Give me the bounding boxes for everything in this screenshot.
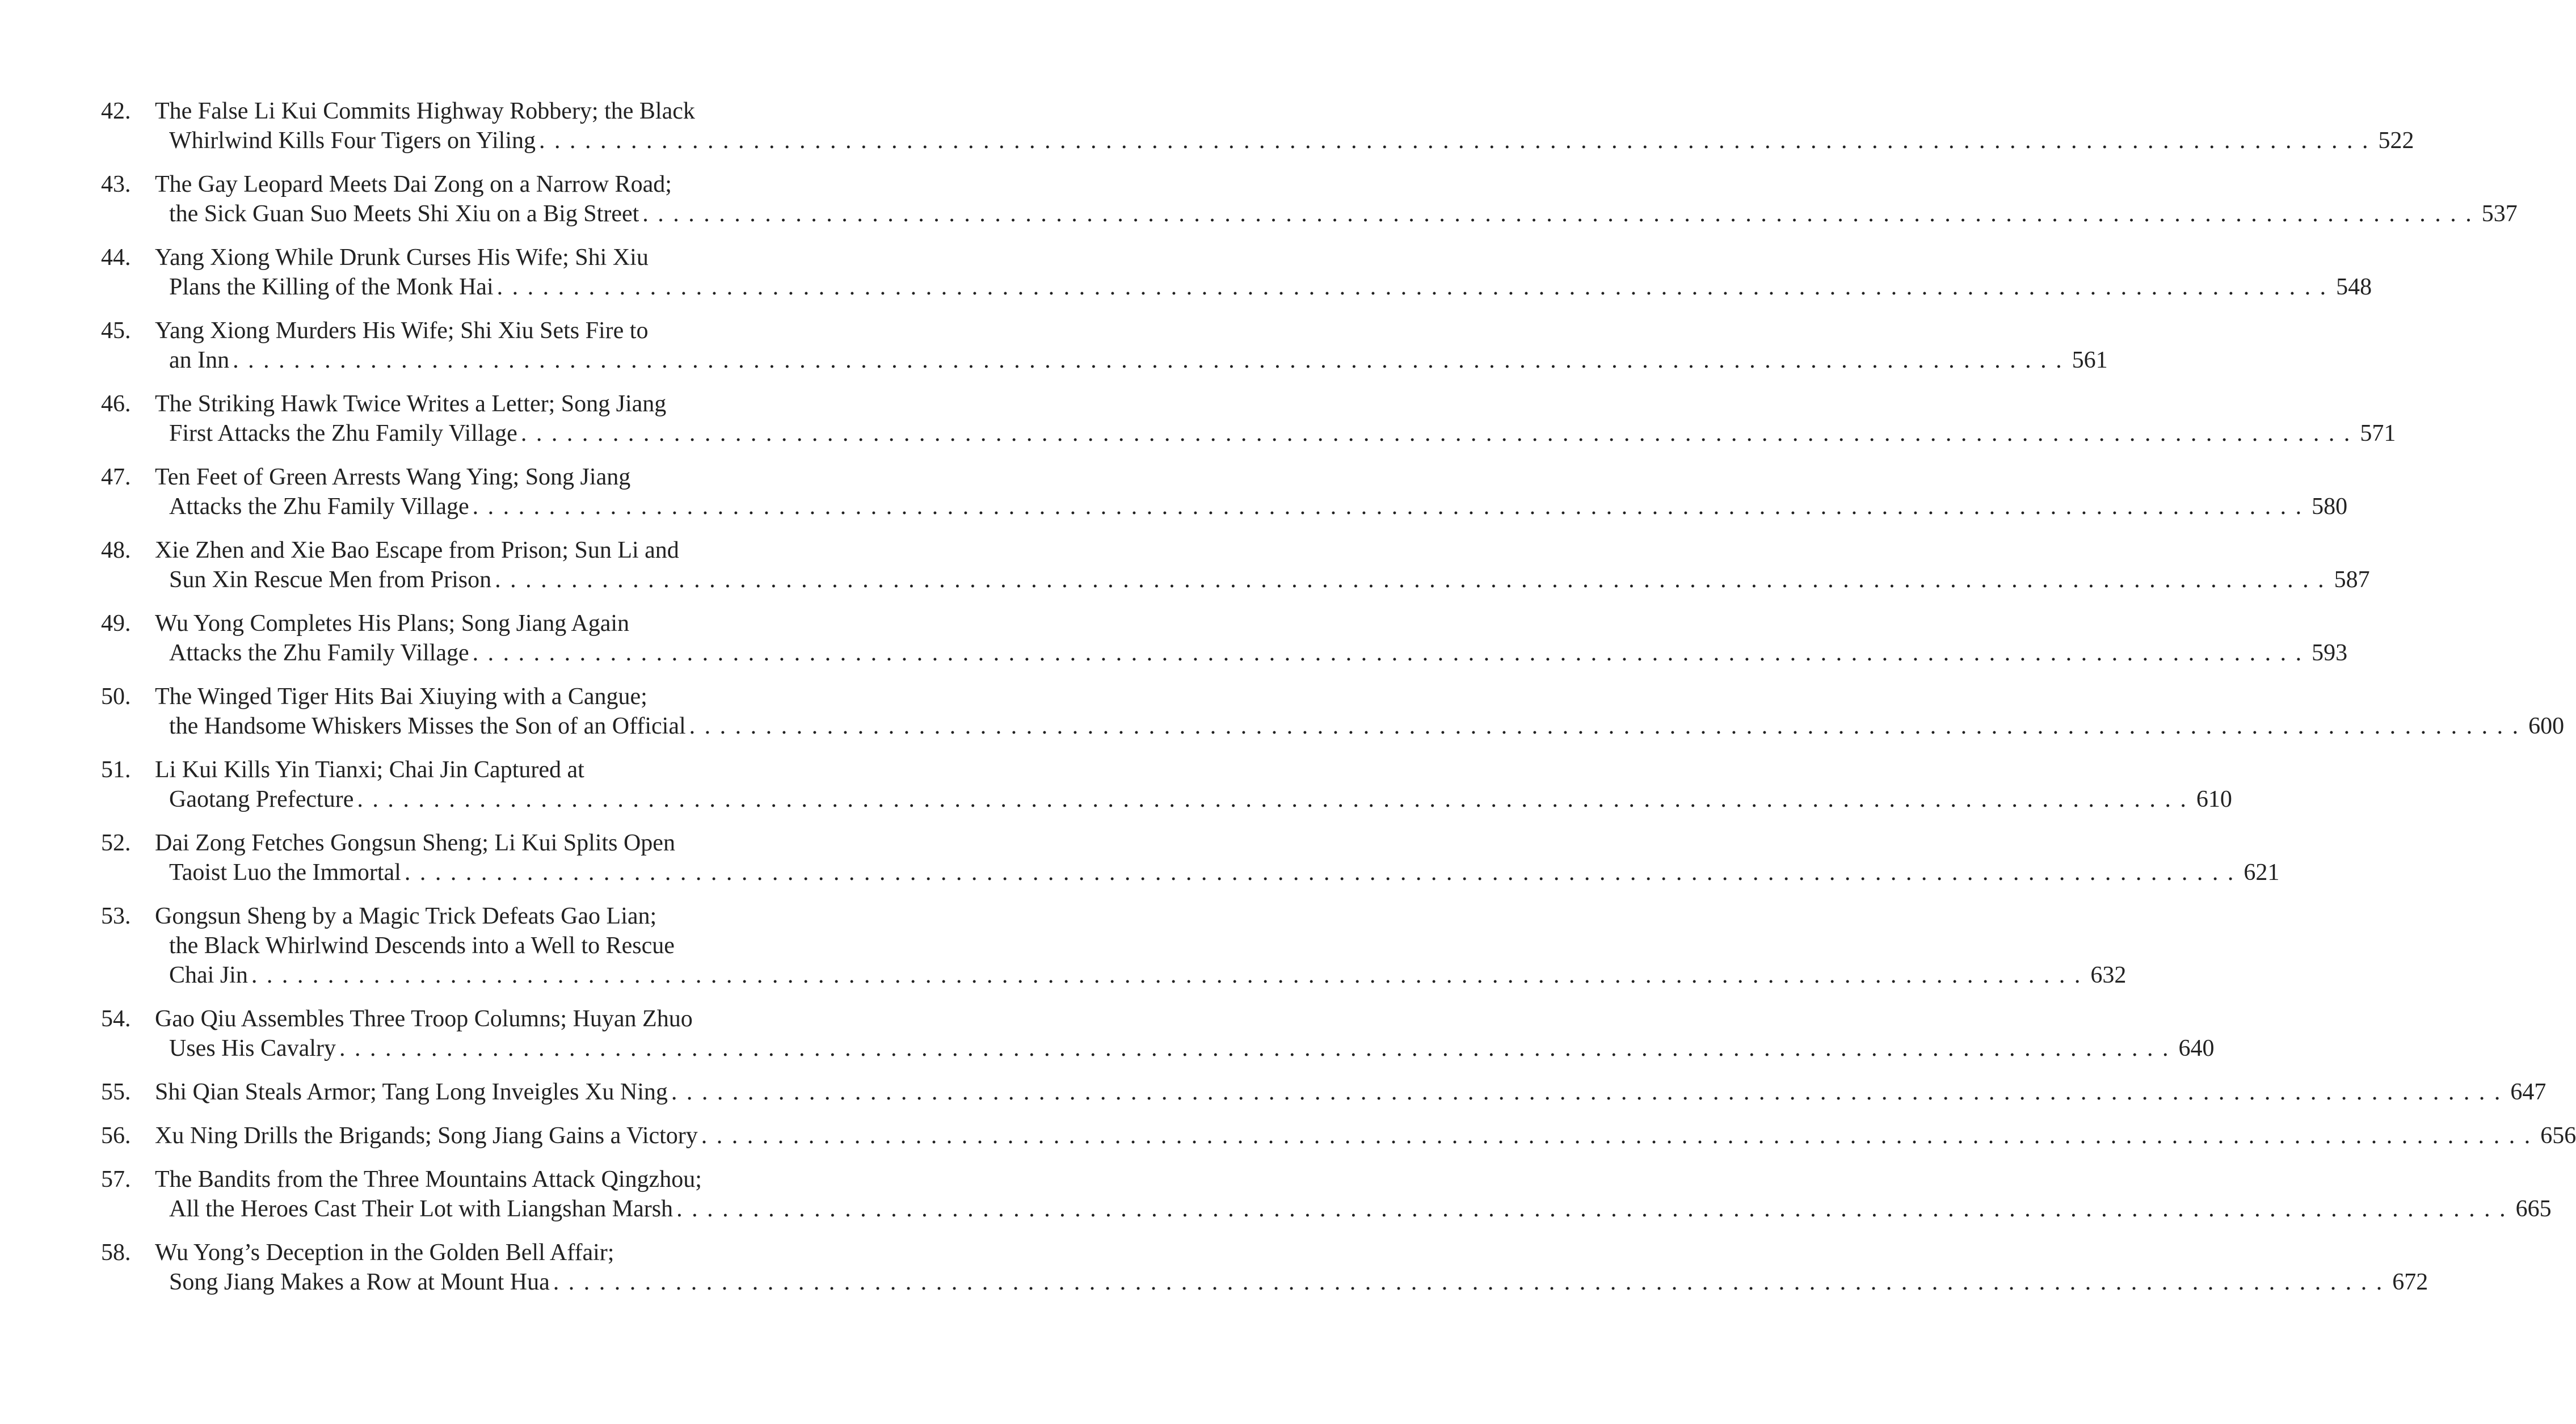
title-line-text: First Attacks the Zhu Family Village	[169, 420, 517, 446]
toc-entry	[101, 901, 2127, 990]
chapter-title	[155, 755, 2232, 814]
page-number: 580	[2312, 494, 2348, 520]
toc-entry	[101, 96, 2414, 155]
title-line-text: Attacks the Zhu Family Village	[169, 494, 469, 520]
page-number: 587	[2334, 567, 2370, 593]
title-line-text: Shi Qian Steals Armor; Tang Long Inveigles Xu Ning	[155, 1079, 668, 1105]
title-line-text: Whirlwind Kills Four Tigers on Yiling	[169, 128, 536, 154]
title-line	[155, 785, 2232, 814]
chapter-number: 49.	[101, 610, 131, 637]
chapter-title	[155, 316, 2108, 375]
toc-entry	[101, 1004, 2215, 1063]
page-number: 561	[2072, 347, 2108, 373]
title-line-text: Taoist Luo the Immortal	[169, 860, 401, 886]
title-line-text: Chai Jin	[169, 962, 248, 988]
chapter-title	[155, 682, 2565, 741]
title-line	[155, 199, 2518, 229]
chapter-title	[155, 389, 2396, 448]
chapter-number: 48.	[101, 537, 131, 563]
dot-leader: . . . . . . . . . . . . . . . . . . . . . . . . . . . . . . . . . . . . . . . . . . . . . . . . . . . . . . . . . . . . . . . . . . . . . . . . . . . . . . . . . . . . . . . . . . . . . . . . . . . . . . . . . . . . . . . . . . . . . . . .	[404, 860, 2236, 886]
dot-leader: . . . . . . . . . . . . . . . . . . . . . . . . . . . . . . . . . . . . . . . . . . . . . . . . . . . . . . . . . . . . . . . . . . . . . . . . . . . . . . . . . . . . . . . . . . . . . . . . . . . . . . . . . . . . . . . . . . . . . . . .	[553, 1269, 2384, 1295]
toc-entry	[101, 1238, 2428, 1297]
chapter-title	[155, 1077, 2546, 1107]
toc-entry	[101, 389, 2396, 448]
title-line	[155, 272, 2372, 302]
title-line-text: the Sick Guan Suo Meets Shi Xiu on a Big Street	[169, 201, 639, 227]
title-line-text: an Inn	[169, 347, 230, 373]
toc-entry	[101, 1121, 2576, 1151]
title-line	[155, 565, 2370, 595]
title-line-text: Attacks the Zhu Family Village	[169, 640, 469, 666]
chapter-title	[155, 1121, 2576, 1151]
title-line	[155, 1077, 2546, 1107]
toc-entry	[101, 1165, 2552, 1224]
page-number: 647	[2510, 1079, 2546, 1105]
dot-leader: . . . . . . . . . . . . . . . . . . . . . . . . . . . . . . . . . . . . . . . . . . . . . . . . . . . . . . . . . . . . . . . . . . . . . . . . . . . . . . . . . . . . . . . . . . . . . . . . . . . . . . . . . . . . . . . . . . . . . . . .	[472, 494, 2304, 520]
title-line: Gao Qiu Assembles Three Troop Columns; Huyan Zhuo	[155, 1006, 693, 1032]
dot-leader: . . . . . . . . . . . . . . . . . . . . . . . . . . . . . . . . . . . . . . . . . . . . . . . . . . . . . . . . . . . . . . . . . . . . . . . . . . . . . . . . . . . . . . . . . . . . . . . . . . . . . . . . . . . . . . . . . . . . . . . .	[701, 1123, 2532, 1149]
title-line: The Gay Leopard Meets Dai Zong on a Narrow Road;	[155, 171, 672, 197]
toc-entry	[101, 755, 2232, 814]
title-line	[155, 1194, 2552, 1224]
dot-leader: . . . . . . . . . . . . . . . . . . . . . . . . . . . . . . . . . . . . . . . . . . . . . . . . . . . . . . . . . . . . . . . . . . . . . . . . . . . . . . . . . . . . . . . . . . . . . . . . . . . . . . . . . . . . . . . . . . . . . . . .	[689, 713, 2520, 739]
dot-leader: . . . . . . . . . . . . . . . . . . . . . . . . . . . . . . . . . . . . . . . . . . . . . . . . . . . . . . . . . . . . . . . . . . . . . . . . . . . . . . . . . . . . . . . . . . . . . . . . . . . . . . . . . . . . . . . . . . . . . . . .	[671, 1079, 2502, 1105]
dot-leader: . . . . . . . . . . . . . . . . . . . . . . . . . . . . . . . . . . . . . . . . . . . . . . . . . . . . . . . . . . . . . . . . . . . . . . . . . . . . . . . . . . . . . . . . . . . . . . . . . . . . . . . . . . . . . . . . . . . . . . . .	[339, 1035, 2170, 1061]
title-line	[155, 126, 2414, 155]
chapter-title	[155, 1238, 2428, 1297]
title-line: The False Li Kui Commits Highway Robbery; the Black	[155, 98, 695, 124]
page-number: 593	[2312, 640, 2348, 666]
chapter-number: 56.	[101, 1123, 131, 1149]
toc-entry	[101, 682, 2565, 741]
toc-entry	[101, 1077, 2546, 1107]
chapter-title	[155, 170, 2518, 229]
chapter-title	[155, 96, 2414, 155]
page-number: 522	[2378, 128, 2414, 154]
title-line	[155, 1034, 2215, 1063]
page-number: 548	[2336, 274, 2372, 300]
page-number: 621	[2244, 860, 2280, 886]
chapter-number: 55.	[101, 1079, 131, 1105]
title-line	[155, 858, 2280, 887]
title-line	[155, 419, 2396, 448]
dot-leader: . . . . . . . . . . . . . . . . . . . . . . . . . . . . . . . . . . . . . . . . . . . . . . . . . . . . . . . . . . . . . . . . . . . . . . . . . . . . . . . . . . . . . . . . . . . . . . . . . . . . . . . . . . . . . . . . . . . . . . . .	[539, 128, 2370, 154]
chapter-title	[155, 901, 2127, 990]
title-line: The Bandits from the Three Mountains Attack Qingzhou;	[155, 1166, 702, 1193]
chapter-title	[155, 243, 2372, 302]
page-number: 537	[2481, 201, 2518, 227]
chapter-number: 45.	[101, 318, 131, 344]
chapter-title	[155, 609, 2348, 668]
title-line: Gongsun Sheng by a Magic Trick Defeats Gao Lian;	[155, 903, 657, 929]
toc-entry	[101, 462, 2348, 521]
toc-entry	[101, 243, 2372, 302]
chapter-number: 52.	[101, 830, 131, 856]
page-number: 640	[2178, 1035, 2215, 1061]
dot-leader: . . . . . . . . . . . . . . . . . . . . . . . . . . . . . . . . . . . . . . . . . . . . . . . . . . . . . . . . . . . . . . . . . . . . . . . . . . . . . . . . . . . . . . . . . . . . . . . . . . . . . . . . . . . . . . . . . . . . . . . .	[676, 1196, 2507, 1222]
page-number: 600	[2528, 713, 2565, 739]
chapter-title	[155, 462, 2348, 521]
dot-leader: . . . . . . . . . . . . . . . . . . . . . . . . . . . . . . . . . . . . . . . . . . . . . . . . . . . . . . . . . . . . . . . . . . . . . . . . . . . . . . . . . . . . . . . . . . . . . . . . . . . . . . . . . . . . . . . . . . . . . . . .	[251, 962, 2082, 988]
page-number: 672	[2392, 1269, 2428, 1295]
chapter-title	[155, 828, 2280, 887]
page-number: 665	[2515, 1196, 2552, 1222]
dot-leader: . . . . . . . . . . . . . . . . . . . . . . . . . . . . . . . . . . . . . . . . . . . . . . . . . . . . . . . . . . . . . . . . . . . . . . . . . . . . . . . . . . . . . . . . . . . . . . . . . . . . . . . . . . . . . . . . . . . . . . . .	[357, 786, 2188, 812]
title-line: Wu Yong Completes His Plans; Song Jiang Again	[155, 610, 630, 637]
chapter-number: 43.	[101, 171, 131, 197]
chapter-number: 58.	[101, 1240, 131, 1266]
chapter-number: 53.	[101, 903, 131, 929]
title-line: The Winged Tiger Hits Bai Xiuying with a Cangue;	[155, 684, 647, 710]
page-number: 632	[2090, 962, 2127, 988]
toc-entry	[101, 536, 2370, 595]
title-line	[155, 960, 2127, 990]
dot-leader: . . . . . . . . . . . . . . . . . . . . . . . . . . . . . . . . . . . . . . . . . . . . . . . . . . . . . . . . . . . . . . . . . . . . . . . . . . . . . . . . . . . . . . . . . . . . . . . . . . . . . . . . . . . . . . . . . . . . . . . .	[495, 567, 2326, 593]
title-line	[155, 346, 2108, 375]
toc-entry	[101, 609, 2348, 668]
title-line-text: Plans the Killing of the Monk Hai	[169, 274, 494, 300]
chapter-number: 50.	[101, 684, 131, 710]
title-line	[155, 1121, 2576, 1151]
page-number: 571	[2360, 420, 2396, 446]
toc-entry	[101, 170, 2518, 229]
title-line: Dai Zong Fetches Gongsun Sheng; Li Kui Splits Open	[155, 830, 675, 856]
dot-leader: . . . . . . . . . . . . . . . . . . . . . . . . . . . . . . . . . . . . . . . . . . . . . . . . . . . . . . . . . . . . . . . . . . . . . . . . . . . . . . . . . . . . . . . . . . . . . . . . . . . . . . . . . . . . . . . . . . . . . . . .	[642, 201, 2473, 227]
title-line-text: All the Heroes Cast Their Lot with Liangshan Marsh	[169, 1196, 674, 1222]
chapter-title	[155, 1004, 2215, 1063]
title-line-text: Gaotang Prefecture	[169, 786, 354, 812]
chapter-number: 47.	[101, 464, 131, 490]
title-line-text: the Handsome Whiskers Misses the Son of an Official	[169, 713, 686, 739]
title-line	[155, 1267, 2428, 1297]
chapter-number: 46.	[101, 391, 131, 417]
title-line: the Black Whirlwind Descends into a Well to Rescue	[169, 933, 675, 959]
toc-entry	[101, 828, 2280, 887]
chapter-number: 57.	[101, 1166, 131, 1193]
dot-leader: . . . . . . . . . . . . . . . . . . . . . . . . . . . . . . . . . . . . . . . . . . . . . . . . . . . . . . . . . . . . . . . . . . . . . . . . . . . . . . . . . . . . . . . . . . . . . . . . . . . . . . . . . . . . . . . . . . . . . . . .	[496, 274, 2328, 300]
title-line-text: Xu Ning Drills the Brigands; Song Jiang Gains a Victory	[155, 1123, 698, 1149]
chapter-number: 51.	[101, 757, 131, 783]
title-line	[155, 711, 2565, 741]
toc-entry	[101, 316, 2108, 375]
title-line-text: Uses His Cavalry	[169, 1035, 336, 1061]
title-line: Yang Xiong Murders His Wife; Shi Xiu Sets Fire to	[155, 318, 649, 344]
dot-leader: . . . . . . . . . . . . . . . . . . . . . . . . . . . . . . . . . . . . . . . . . . . . . . . . . . . . . . . . . . . . . . . . . . . . . . . . . . . . . . . . . . . . . . . . . . . . . . . . . . . . . . . . . . . . . . . . . . . . . . . .	[233, 347, 2064, 373]
chapter-title	[155, 536, 2370, 595]
title-line: Li Kui Kills Yin Tianxi; Chai Jin Captured at	[155, 757, 584, 783]
table-of-contents	[101, 96, 2576, 1311]
title-line: Ten Feet of Green Arrests Wang Ying; Song Jiang	[155, 464, 631, 490]
page-number: 610	[2196, 786, 2232, 812]
dot-leader: . . . . . . . . . . . . . . . . . . . . . . . . . . . . . . . . . . . . . . . . . . . . . . . . . . . . . . . . . . . . . . . . . . . . . . . . . . . . . . . . . . . . . . . . . . . . . . . . . . . . . . . . . . . . . . . . . . . . . . . .	[520, 420, 2352, 446]
page-number: 656	[2540, 1123, 2576, 1149]
title-line-text: Song Jiang Makes a Row at Mount Hua	[169, 1269, 550, 1295]
chapter-number: 42.	[101, 98, 131, 124]
title-line: Yang Xiong While Drunk Curses His Wife; Shi Xiu	[155, 245, 649, 271]
chapter-title	[155, 1165, 2552, 1224]
chapter-number: 54.	[101, 1006, 131, 1032]
title-line: The Striking Hawk Twice Writes a Letter; Song Jiang	[155, 391, 667, 417]
dot-leader: . . . . . . . . . . . . . . . . . . . . . . . . . . . . . . . . . . . . . . . . . . . . . . . . . . . . . . . . . . . . . . . . . . . . . . . . . . . . . . . . . . . . . . . . . . . . . . . . . . . . . . . . . . . . . . . . . . . . . . . .	[472, 640, 2304, 666]
chapter-number: 44.	[101, 245, 131, 271]
title-line	[155, 492, 2348, 521]
title-line-text: Sun Xin Rescue Men from Prison	[169, 567, 492, 593]
title-line: Wu Yong’s Deception in the Golden Bell Affair;	[155, 1240, 614, 1266]
title-line	[155, 638, 2348, 668]
title-line: Xie Zhen and Xie Bao Escape from Prison; Sun Li and	[155, 537, 679, 563]
